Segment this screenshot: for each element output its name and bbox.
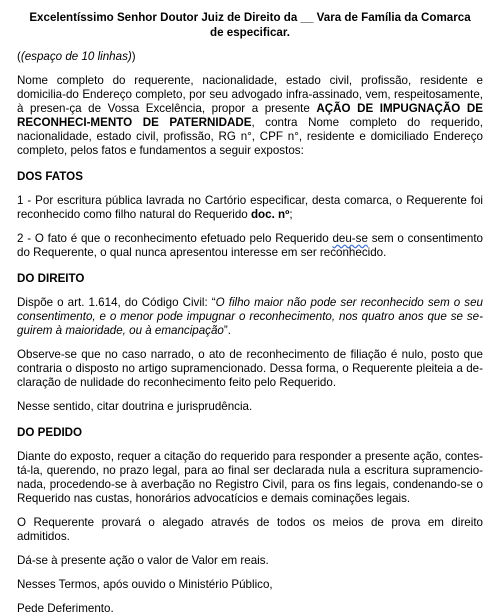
law-p1-prefix: Dispõe o art. 1.614, do Código Civil: “ bbox=[17, 296, 216, 309]
intro-text-2: , contra Nome completo do requerido, nacionalidade, estado civil, profissão, RG n°, CPF n°, residente e domiciliado Endereço completo, pelos fatos e fundamentos a seguir expostos: bbox=[17, 116, 483, 157]
law-p1-suffix: ”. bbox=[223, 324, 231, 337]
header-line-2: de especificar. bbox=[210, 26, 290, 39]
spellcheck-flagged-word[interactable]: deu-se bbox=[332, 232, 368, 245]
intro-paragraph bbox=[17, 74, 483, 158]
law-paragraph-3: Nesse sentido, citar doutrina e jurisprudência. bbox=[17, 400, 253, 413]
doc-number: doc. nº bbox=[250, 208, 290, 221]
request-paragraph-3: Dá-se à presente ação o valor de Valor em reais. bbox=[17, 554, 269, 567]
request-paragraph-1: Diante do exposto, requer a citação do requerido para responder a presente ação, contes-tá-la, querendo, no prazo legal, para ao final ser declarada nula a escritura supramencio-nada, procedendo-se à averbação no Registro Civil, para os fins legais, condenando-se o Requerido nas custas, honorários advocatícios e demais cominações legais. bbox=[17, 450, 483, 505]
facts-item-2-before: 2 - O fato é que o reconhecimento efetuado pelo Requerido bbox=[17, 232, 333, 245]
law-paragraph-2: Observe-se que no caso narrado, o ato de reconhecimento de filiação é nulo, posto que contraria o disposto no artigo supramencionado. Dessa forma, o Requerente pleiteia a de-claração de nulidade do reconhecimento feito pelo Requerido. bbox=[17, 348, 483, 389]
facts-item-2 bbox=[17, 232, 483, 260]
header-line-1: Excelentíssimo Senhor Doutor Juiz de Direito da __ Vara de Família da Comarca bbox=[29, 11, 471, 24]
law-quote: O filho maior não pode ser reconhecido sem o seu consentimento, e o menor pode impugnar o reconhecimento, nos quatro anos que se se-guirem à maioridade, ou à emancipação bbox=[17, 296, 484, 337]
intro-text-1: Nome completo do requerente, nacionalidade, estado civil, profissão, residente e domicilia-do Endereço completo, por seu advogado infra-assinado, vem, respeitosamente, à presen-ça de Vossa Excelência, propor a presente bbox=[17, 74, 483, 115]
law-paragraph-1 bbox=[17, 296, 483, 338]
facts-item-1 bbox=[17, 194, 483, 222]
request-paragraph-4: Nesses Termos, após ouvido o Ministério Público, bbox=[17, 578, 273, 591]
facts-item-1-end: ; bbox=[289, 208, 293, 221]
request-heading: DO PEDIDO bbox=[17, 426, 83, 439]
spacing-note: ((espaço de 10 linhas)) bbox=[17, 50, 136, 63]
request-paragraph-5: Pede Deferimento. bbox=[17, 602, 114, 615]
action-title: AÇÃO DE IMPUGNAÇÃO DE RECONHECI-MENTO DE PATERNIDADE bbox=[17, 102, 483, 129]
request-paragraph-2: O Requerente provará o alegado através de todos os meios de prova em direito admitidos. bbox=[17, 516, 483, 543]
spacing-note-text: (espaço de 10 linhas) bbox=[20, 50, 132, 63]
facts-item-2-after: sem o consentimento do Requerente, o qual nunca apresentou interesse em ser reconhecido. bbox=[17, 232, 484, 259]
facts-heading: DOS FATOS bbox=[17, 170, 83, 183]
facts-item-1-text: 1 - Por escritura pública lavrada no Cartório especificar, desta comarca, o Requerente foi reconhecido como filho natural do Requerido bbox=[17, 194, 483, 221]
law-heading: DO DIREITO bbox=[17, 272, 85, 285]
